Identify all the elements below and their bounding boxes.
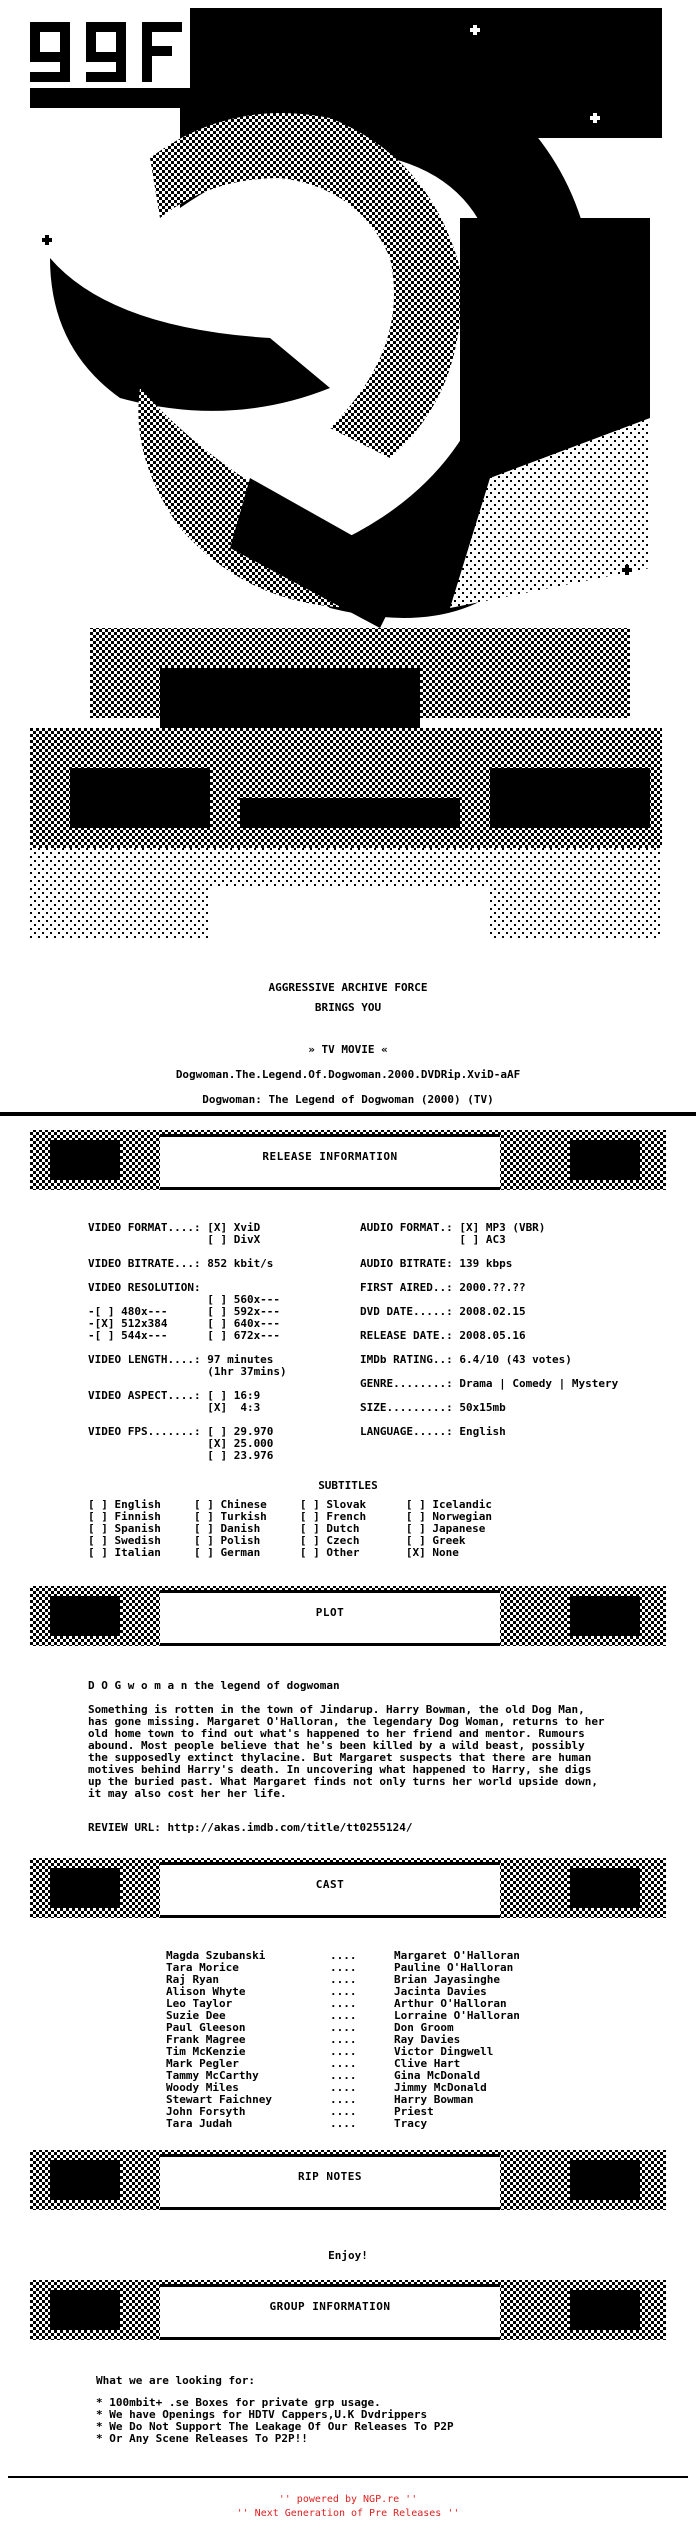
cast-role: Jimmy McDonald	[394, 2081, 487, 2094]
category-label: » TV MOVIE «	[308, 1043, 388, 1056]
release-info-line: -[X] 512x384 [ ] 640x---	[88, 1317, 281, 1330]
release-info-line: AUDIO FORMAT.: [X] MP3 (VBR)	[360, 1221, 546, 1234]
cast-dots: ....	[330, 1973, 357, 1986]
release-info-right	[360, 1222, 618, 1438]
subtitles-list	[88, 1499, 492, 1559]
cast-dots: ....	[330, 2033, 357, 2046]
cast-actor: Alison Whyte	[166, 1985, 246, 1998]
cast-dots: ....	[330, 2045, 357, 2058]
release-info-line: -[ ] 480x--- [ ] 592x---	[88, 1305, 281, 1318]
release-info-line: VIDEO LENGTH....: 97 minutes	[88, 1353, 274, 1366]
release-name: Dogwoman.The.Legend.Of.Dogwoman.2000.DVDRip.XviD-aAF	[175, 1068, 521, 1081]
release-info-line: -[ ] 544x--- [ ] 672x---	[88, 1329, 281, 1342]
cast-role: Tracy	[394, 2117, 428, 2130]
cast-dots: ....	[330, 2069, 357, 2082]
release-info-line: VIDEO FORMAT....: [X] XviD	[88, 1221, 261, 1234]
release-info-line: [ ] AC3	[360, 1233, 506, 1246]
cast-dots: ....	[330, 1985, 357, 1998]
cast-dots	[330, 1950, 357, 2130]
separator	[0, 1112, 696, 1116]
release-info-line: [X] 25.000	[88, 1437, 274, 1450]
release-info-line: IMDb RATING..: 6.4/10 (43 votes)	[360, 1353, 572, 1366]
release-info-line: (1hr 37mins)	[88, 1365, 287, 1378]
cast-actor: Paul Gleeson	[166, 2021, 246, 2034]
cast-role: Priest	[394, 2105, 434, 2118]
cast-dots: ....	[330, 2009, 357, 2022]
subtitles-title: SUBTITLES	[318, 1479, 378, 1492]
subtitle-row: [ ] English [ ] Chinese [ ] Slovak [ ] Icelandic	[88, 1498, 492, 1511]
cast-actor: Tammy McCarthy	[166, 2069, 259, 2082]
bottom-rule	[8, 2476, 688, 2478]
group-item: * 100mbit+ .se Boxes for private grp usage.	[96, 2396, 381, 2409]
cast-dots: ....	[330, 1997, 357, 2010]
rip-notes-text: Enjoy!	[328, 2249, 368, 2262]
group-item: * Or Any Scene Releases To P2P!!	[96, 2432, 308, 2445]
cast-actor: Stewart Faichney	[166, 2093, 272, 2106]
release-info-line: [ ] DivX	[88, 1233, 261, 1246]
cast-roles	[394, 1950, 520, 2130]
logo-letters	[30, 22, 182, 82]
release-info-line: VIDEO ASPECT....: [ ] 16:9	[88, 1389, 261, 1402]
footer-line2: '' Next Generation of Pre Releases ''	[236, 2508, 460, 2519]
subtitle-row: [ ] Swedish [ ] Polish [ ] Czech [ ] Greek	[88, 1534, 466, 1547]
cast-actor: Mark Pegler	[166, 2057, 239, 2070]
group-intro: What we are looking for:	[96, 2374, 255, 2387]
cast-role: Ray Davies	[394, 2033, 461, 2046]
cast-actor: Woody Miles	[166, 2081, 239, 2094]
release-info-line: VIDEO RESOLUTION:	[88, 1281, 201, 1294]
plot-heading: D O G w o m a n the legend of dogwoman	[88, 1679, 340, 1692]
cast-actor: Suzie Dee	[166, 2009, 226, 2022]
release-info-line: LANGUAGE.....: English	[360, 1425, 506, 1438]
cast-role: Jacinta Davies	[394, 1985, 487, 1998]
section-title-plot: PLOT	[315, 1606, 345, 1619]
cast-role: Pauline O'Halloran	[394, 1961, 514, 1974]
cast-actor: John Forsyth	[166, 2105, 246, 2118]
cast-actor: Leo Taylor	[166, 1997, 233, 2010]
subtitle-row: [ ] Finnish [ ] Turkish [ ] French [ ] Norwegian	[88, 1510, 492, 1523]
cast-role: Lorraine O'Halloran	[394, 2009, 520, 2022]
banner-release-info	[30, 1120, 666, 1198]
release-info-line: [X] 4:3	[88, 1401, 261, 1414]
cast-role: Arthur O'Halloran	[394, 1997, 507, 2010]
cast-role: Brian Jayasinghe	[394, 1973, 500, 1986]
group-item: * We have Openings for HDTV Cappers,U.K Dvdrippers	[96, 2408, 428, 2421]
cast-actor: Raj Ryan	[166, 1973, 219, 1986]
banner-cast	[30, 1848, 666, 1926]
footer-line1[interactable]: '' powered by NGP.re ''	[278, 2494, 418, 2505]
cast-role: Clive Hart	[394, 2057, 461, 2070]
release-info-line: GENRE........: Drama | Comedy | Mystery	[360, 1377, 619, 1390]
section-title-cast: CAST	[315, 1878, 345, 1891]
cast-actor: Tara Morice	[166, 1961, 239, 1974]
group-items	[96, 2397, 454, 2445]
release-info-line: [ ] 23.976	[88, 1449, 274, 1462]
banner-group-info	[30, 2270, 666, 2348]
review-url[interactable]: REVIEW URL: http://akas.imdb.com/title/tt0255124/	[88, 1821, 413, 1834]
subtitle-row: [ ] Italian [ ] German [ ] Other [X] None	[88, 1546, 459, 1559]
cast-role: Margaret O'Halloran	[394, 1949, 520, 1962]
release-info-line: AUDIO BITRATE: 139 kbps	[360, 1257, 513, 1270]
cast-role: Harry Bowman	[394, 2093, 474, 2106]
brings-you-line: BRINGS YOU	[314, 1001, 382, 1014]
display-title: Dogwoman: The Legend of Dogwoman (2000) (TV)	[202, 1093, 494, 1106]
cast-dots: ....	[330, 2117, 357, 2130]
release-info-left	[88, 1222, 287, 1462]
cast-role: Victor Dingwell	[394, 2045, 494, 2058]
cast-dots: ....	[330, 1949, 357, 1962]
group-item: * We Do Not Support The Leakage Of Our Releases To P2P	[96, 2420, 454, 2433]
section-title-release: RELEASE INFORMATION	[262, 1150, 398, 1163]
cast-role: Don Groom	[394, 2021, 454, 2034]
release-info-line: VIDEO BITRATE...: 852 kbit/s	[88, 1257, 274, 1270]
release-info-line: [ ] 560x---	[88, 1293, 281, 1306]
plot-body: Something is rotten in the town of Jindarup. Harry Bowman, the old Dog Man, has gone missing. Margaret O'Halloran, the legendary Dog Woman, returns to her old home town to find out what's happened to her friend and mentor. Rumours abound. Most people believe that he's been killed by a wild beast, possibly the supposedly extinct thylacine. But Margaret suspects that there are human motives behind Harry's death. In uncovering what happened to Harry, she digs up the buried past. What Margaret finds not only turns her world upside down, it may also cost her her life.	[88, 1703, 605, 1800]
group-name-line: AGGRESSIVE ARCHIVE FORCE	[268, 981, 428, 994]
subtitle-row: [ ] Spanish [ ] Danish [ ] Dutch [ ] Japanese	[88, 1522, 486, 1535]
release-info-line: RELEASE DATE.: 2008.05.16	[360, 1329, 526, 1342]
cast-dots: ....	[330, 2057, 357, 2070]
cast-dots: ....	[330, 2021, 357, 2034]
cast-dots: ....	[330, 2105, 357, 2118]
release-info-line: VIDEO FPS.......: [ ] 29.970	[88, 1425, 274, 1438]
cast-actor: Frank Magree	[166, 2033, 246, 2046]
banner-rip-notes	[30, 2140, 666, 2218]
section-title-rip-notes: RIP NOTES	[297, 2170, 363, 2183]
release-info-line: FIRST AIRED..: 2000.??.??	[360, 1281, 526, 1294]
cast-dots: ....	[330, 2081, 357, 2094]
cast-dots: ....	[330, 1961, 357, 1974]
cast-role: Gina McDonald	[394, 2069, 481, 2082]
ascii-logo-art	[30, 8, 662, 968]
section-title-group: GROUP INFORMATION	[269, 2300, 391, 2313]
banner-plot	[30, 1576, 666, 1654]
release-info-line: DVD DATE.....: 2008.02.15	[360, 1305, 526, 1318]
release-info-line: SIZE.........: 50x15mb	[360, 1401, 506, 1414]
cast-actor: Magda Szubanski	[166, 1949, 266, 1962]
cast-actor: Tim McKenzie	[166, 2045, 246, 2058]
cast-dots: ....	[330, 2093, 357, 2106]
cast-actors	[166, 1950, 272, 2130]
cast-actor: Tara Judah	[166, 2117, 233, 2130]
